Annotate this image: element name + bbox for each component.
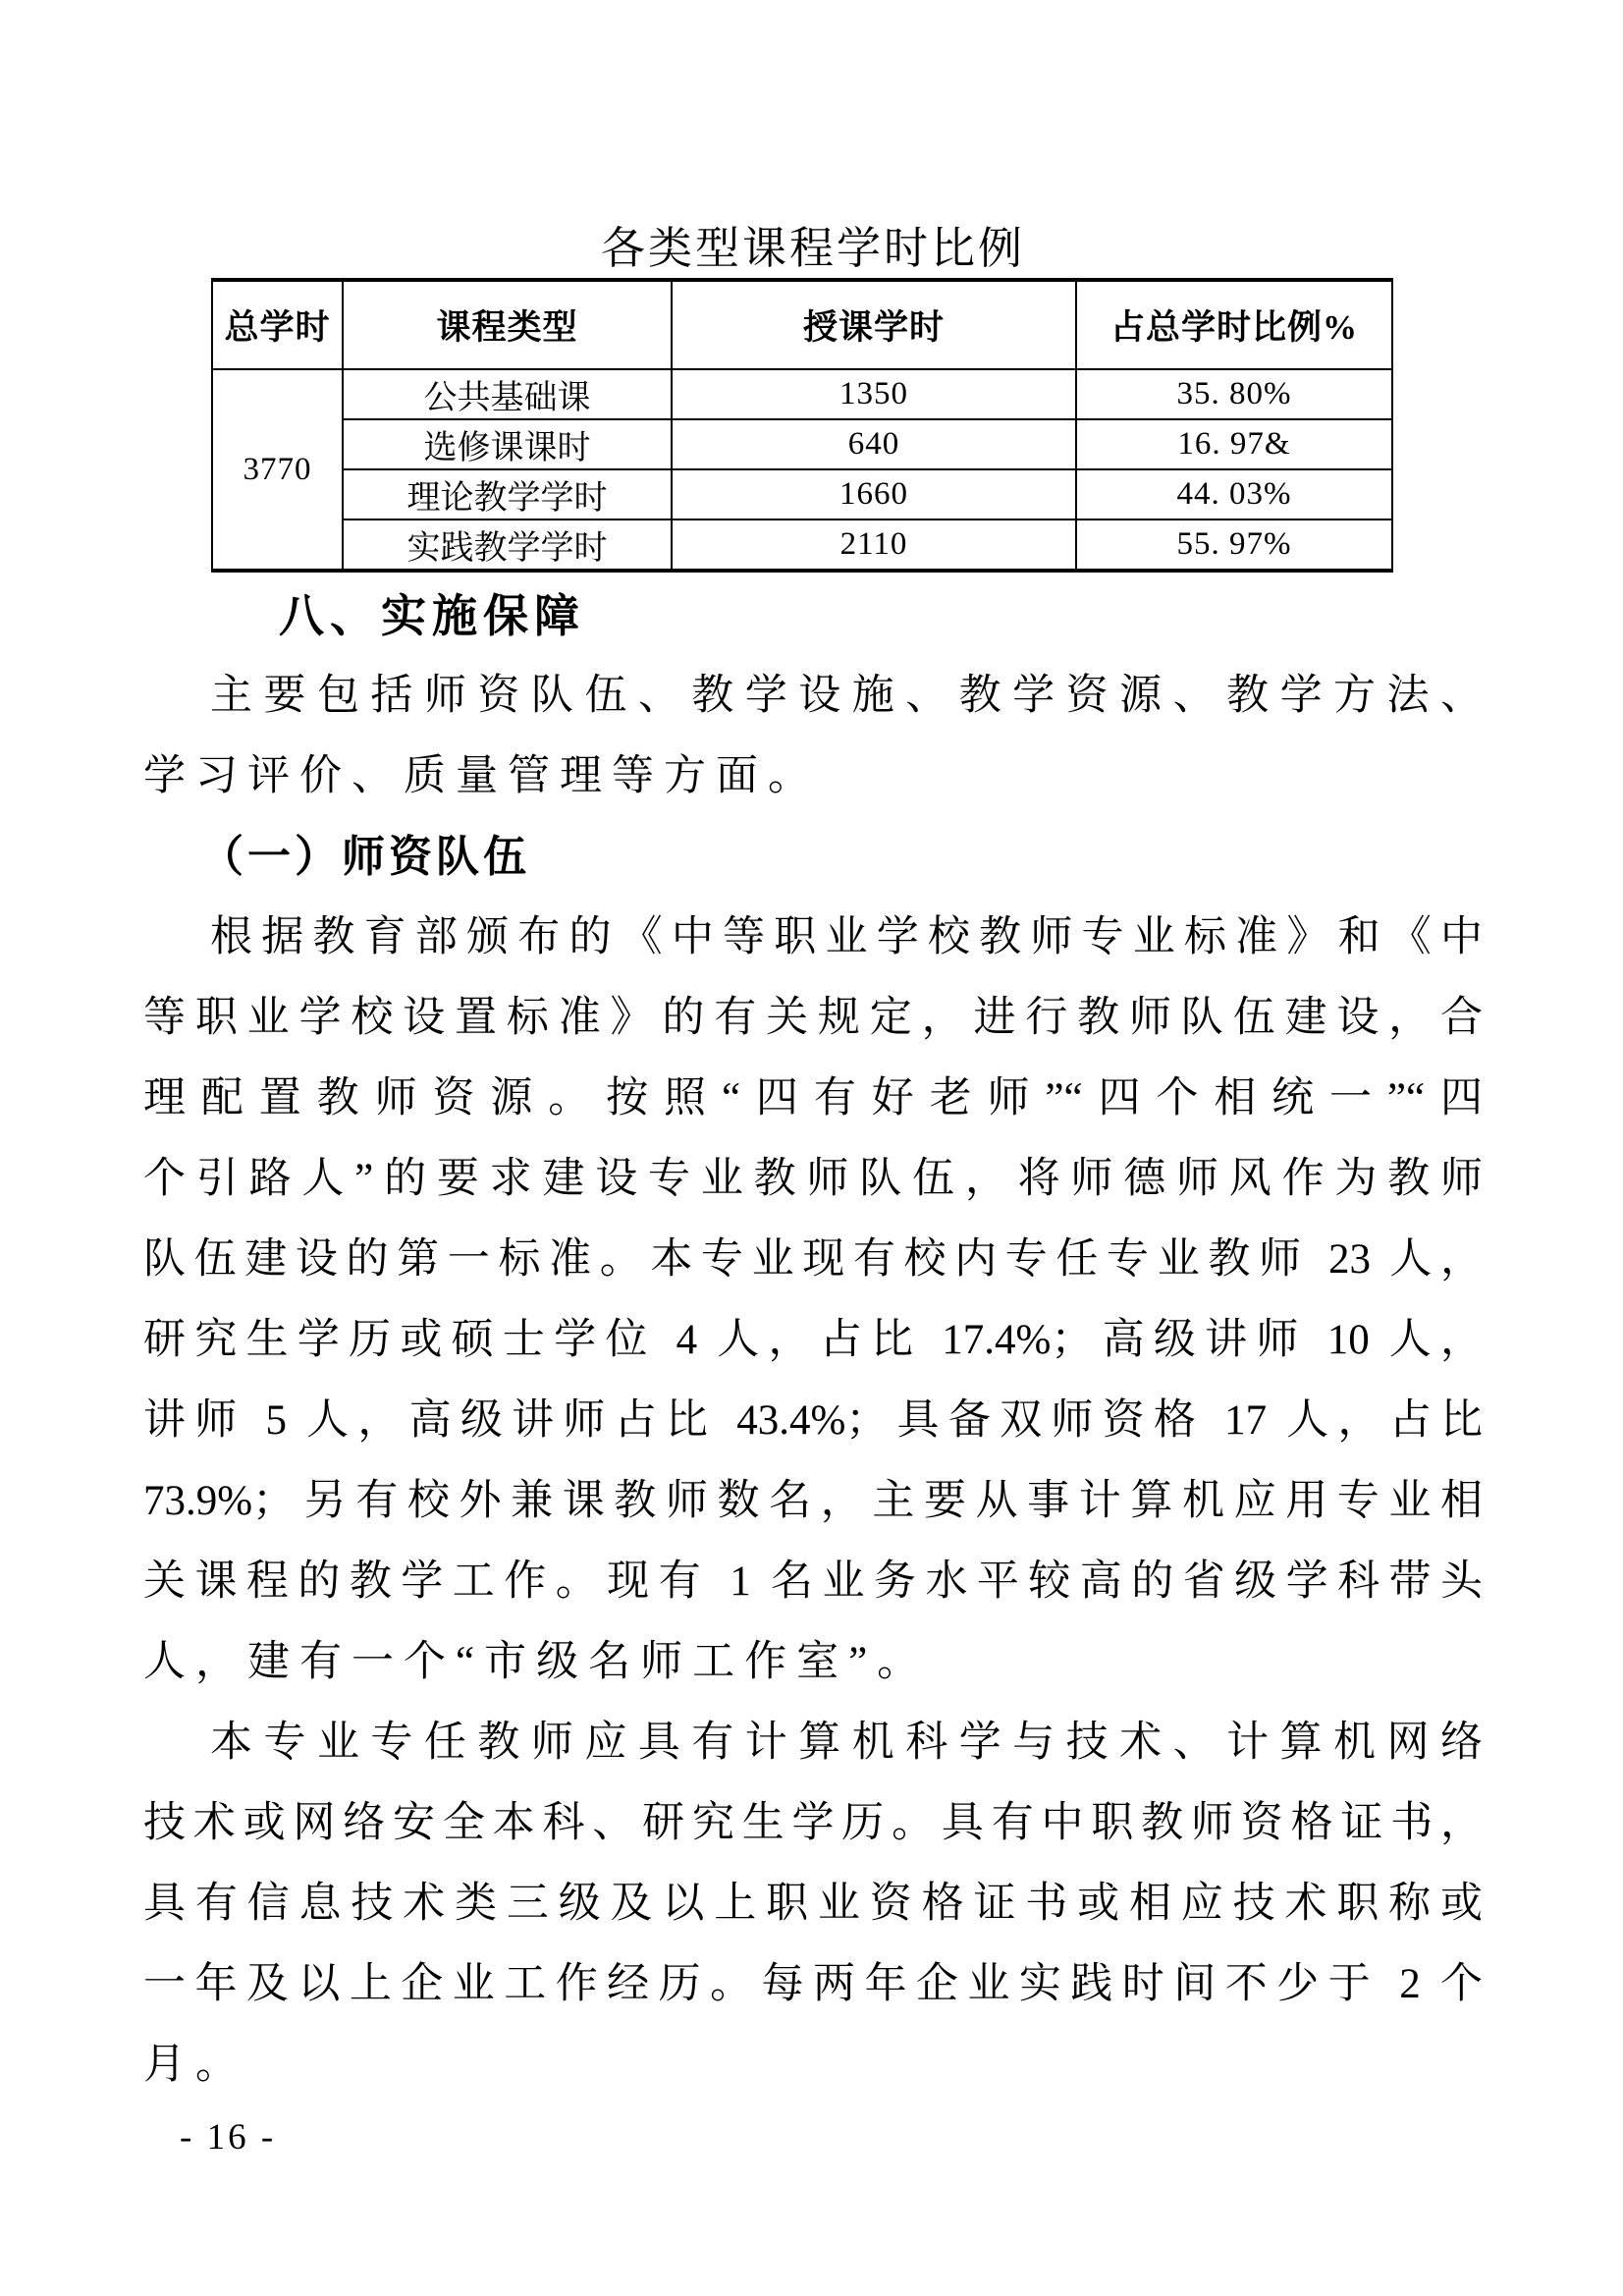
section-heading-faculty: （一）师资队伍 (200, 833, 530, 881)
total-hours-value: 3770 (212, 369, 343, 571)
table-row (212, 469, 1392, 519)
body-line: 关课程的教学工作。现有 1 名业务水平较高的省级学科带头 (143, 1558, 1483, 1605)
percent-cell: 35. 80% (1076, 369, 1392, 419)
col-header-teaching-hours: 授课学时 (672, 280, 1076, 369)
col-header-total-hours: 总学时 (212, 280, 343, 369)
hours-cell: 640 (672, 419, 1076, 469)
section-heading-implementation: 八、实施保障 (279, 590, 585, 641)
body-line: 本专业专任教师应具有计算机科学与技术、计算机网络 (210, 1720, 1483, 1766)
body-line: 一年及以上企业工作经历。每两年企业实践时间不少于 2 个 (143, 1961, 1483, 2007)
table-title: 各类型课程学时比例 (600, 224, 1025, 273)
course-type-cell: 公共基础课 (343, 369, 672, 419)
course-type-cell: 实践教学学时 (343, 519, 672, 571)
percent-cell: 55. 97% (1076, 519, 1392, 571)
body-line: 研究生学历或硕士学位 4 人，占比 17.4%；高级讲师 10 人， (143, 1317, 1483, 1363)
course-type-cell: 选修课课时 (343, 419, 672, 469)
body-line: 个引路人”的要求建设专业教师队伍，将师德师风作为教师 (143, 1156, 1483, 1202)
body-text-column (143, 575, 1483, 2105)
body-line: 等职业学校设置标准》的有关规定，进行教师队伍建设，合 (143, 995, 1483, 1041)
body-line: 主要包括师资队伍、教学设施、教学资源、教学方法、 (210, 673, 1483, 719)
body-line: 具有信息技术类三级及以上职业资格证书或相应技术职称或 (143, 1881, 1483, 1927)
table-header-row (212, 280, 1392, 369)
col-header-course-type: 课程类型 (343, 280, 672, 369)
page-number: - 16 - (180, 2117, 277, 2158)
hours-cell: 1660 (672, 469, 1076, 519)
body-line: 讲师 5 人，高级讲师占比 43.4%；具备双师资格 17 人，占比 (143, 1397, 1483, 1444)
body-line: 理配置教师资源。按照“四有好老师”“四个相统一”“四 (143, 1075, 1483, 1121)
body-line: 队伍建设的第一标准。本专业现有校内专任专业教师 23 人， (143, 1236, 1483, 1283)
table-row (212, 369, 1392, 419)
percent-cell: 16. 97& (1076, 419, 1392, 469)
body-line: 73.9%；另有校外兼课教师数名，主要从事计算机应用专业相 (143, 1478, 1483, 1524)
col-header-percent: 占总学时比例% (1076, 280, 1392, 369)
body-line: 学习评价、质量管理等方面。 (143, 753, 820, 799)
body-line: 根据教育部颁布的《中等职业学校教师专业标准》和《中 (210, 914, 1483, 960)
course-type-cell: 理论教学学时 (343, 469, 672, 519)
body-line: 人，建有一个“市级名师工作室”。 (143, 1639, 930, 1685)
hours-cell: 1350 (672, 369, 1076, 419)
course-hours-table (211, 278, 1393, 573)
body-line: 技术或网络安全本科、研究生学历。具有中职教师资格证书， (143, 1800, 1483, 1846)
body-line: 月。 (143, 2042, 247, 2088)
table-row (212, 419, 1392, 469)
hours-cell: 2110 (672, 519, 1076, 571)
percent-cell: 44. 03% (1076, 469, 1392, 519)
table-row (212, 519, 1392, 571)
